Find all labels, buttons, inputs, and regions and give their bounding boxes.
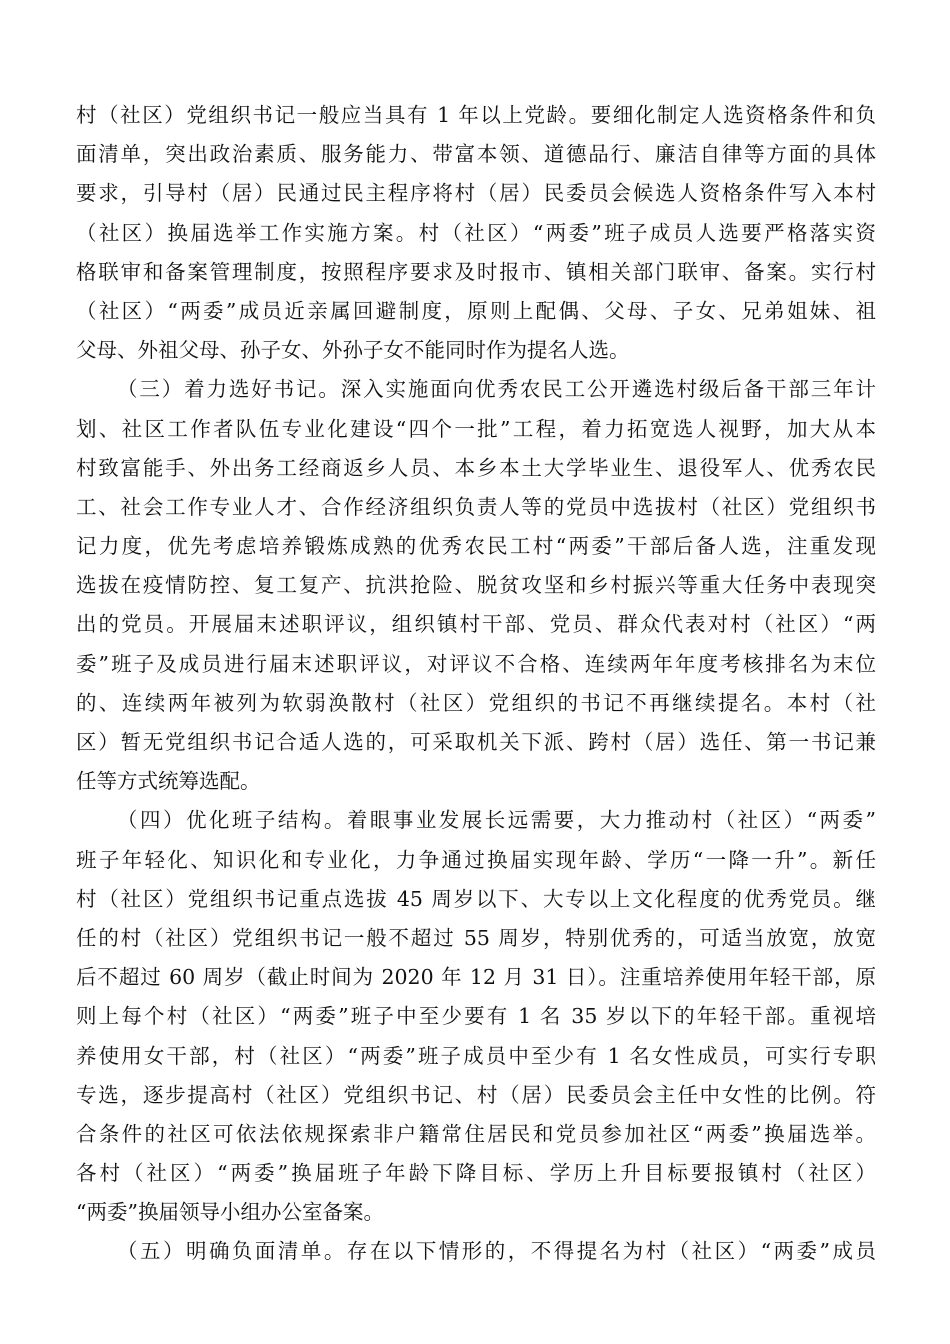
text-line: 各村（社区）“两委”换届班子年龄下降目标、学历上升目标要报镇村（社区） bbox=[76, 1161, 876, 1186]
text-line: （社区）“两委”成员近亲属回避制度，原则上配偶、父母、子女、兄弟姐妹、祖 bbox=[76, 298, 876, 323]
section-three-heading-line: （三）着力选好书记。深入实施面向优秀农民工公开遴选村级后备干部三年计 bbox=[117, 377, 876, 402]
text-line: 任等方式统筹选配。 bbox=[76, 769, 261, 794]
text-line: 村（社区）党组织书记重点选拔 45 周岁以下、大专以上文化程度的优秀党员。继 bbox=[76, 886, 876, 911]
text-line: 区）暂无党组织书记合适人选的，可采取机关下派、跨村（居）选任、第一书记兼 bbox=[76, 730, 876, 754]
section-five-heading-line: （五）明确负面清单。存在以下情形的，不得提名为村（社区）“两委”成员 bbox=[117, 1239, 876, 1264]
text-line: 格联审和备案管理制度，按照程序要求及时报市、镇相关部门联审、备案。实行村 bbox=[76, 259, 876, 284]
text-line: 划、社区工作者队伍专业化建设“四个一批”工程，着力拓宽选人视野，加大从本 bbox=[76, 416, 876, 441]
section-four-heading-line: （四）优化班子结构。着眼事业发展长远需要，大力推动村（社区）“两委” bbox=[117, 808, 876, 833]
text-line: “两委”换届领导小组办公室备案。 bbox=[76, 1200, 384, 1225]
document-body bbox=[76, 96, 876, 1272]
text-line: 要求，引导村（居）民通过民主程序将村（居）民委员会候选人资格条件写入本村 bbox=[76, 181, 876, 206]
text-line: 委”班子及成员进行届末述职评议，对评议不合格、连续两年年度考核排名为末位 bbox=[76, 651, 876, 676]
text-line: 任的村（社区）党组织书记一般不超过 55 周岁，特别优秀的，可适当放宽，放宽 bbox=[76, 925, 876, 950]
text-line: 村（社区）党组织书记一般应当具有 1 年以上党龄。要细化制定人选资格条件和负 bbox=[76, 103, 876, 127]
text-line: 出的党员。开展届末述职评议，组织镇村干部、党员、群众代表对村（社区）“两 bbox=[76, 612, 876, 637]
text-line: 班子年轻化、知识化和专业化，力争通过换届实现年龄、学历“一降一升”。新任 bbox=[76, 847, 876, 872]
text-line: 记力度，优先考虑培养锻炼成熟的优秀农民工村“两委”干部后备人选，注重发现 bbox=[76, 534, 876, 559]
text-line: 村致富能手、外出务工经商返乡人员、本乡本土大学毕业生、退役军人、优秀农民 bbox=[76, 455, 876, 480]
text-line: 父母、外祖父母、孙子女、外孙子女不能同时作为提名人选。 bbox=[76, 338, 630, 363]
text-line: 面清单，突出政治素质、服务能力、带富本领、道德品行、廉洁自律等方面的具体 bbox=[76, 142, 876, 167]
text-line: 养使用女干部，村（社区）“两委”班子成员中至少有 1 名女性成员，可实行专职 bbox=[76, 1043, 876, 1068]
text-line: 专选，逐步提高村（社区）党组织书记、村（居）民委员会主任中女性的比例。符 bbox=[76, 1082, 876, 1107]
text-line: 工、社会工作专业人才、合作经济组织负责人等的党员中选拔村（社区）党组织书 bbox=[76, 494, 876, 519]
text-line: 则上每个村（社区）“两委”班子中至少要有 1 名 35 岁以下的年轻干部。重视培 bbox=[76, 1004, 876, 1029]
text-line: 合条件的社区可依法依规探索非户籍常住居民和党员参加社区“两委”换届选举。 bbox=[76, 1121, 876, 1146]
text-line: （社区）换届选举工作实施方案。村（社区）“两委”班子成员人选要严格落实资 bbox=[76, 220, 876, 245]
text-line: 的、连续两年被列为软弱涣散村（社区）党组织的书记不再继续提名。本村（社 bbox=[76, 690, 876, 715]
text-line: 后不超过 60 周岁（截止时间为 2020 年 12 月 31 日）。注重培养使用年轻干部，原 bbox=[76, 965, 876, 990]
text-line: 选拔在疫情防控、复工复产、抗洪抢险、脱贫攻坚和乡村振兴等重大任务中表现突 bbox=[76, 573, 876, 598]
